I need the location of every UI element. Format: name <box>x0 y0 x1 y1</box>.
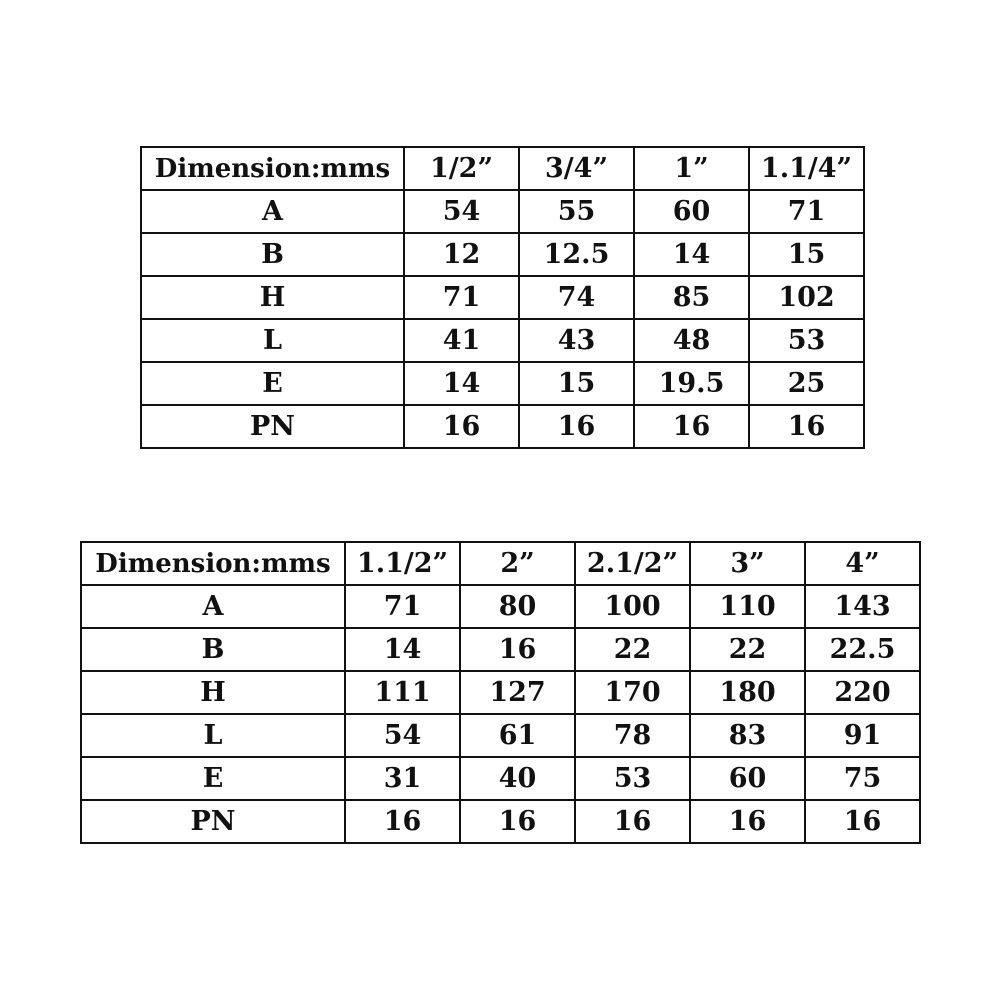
row-label: B <box>141 233 404 276</box>
row-label: A <box>141 190 404 233</box>
value-cell: 78 <box>575 714 690 757</box>
value-cell: 53 <box>749 319 864 362</box>
value-cell: 16 <box>805 800 920 843</box>
header-cell-size: 1.1/4” <box>749 147 864 190</box>
table-row <box>81 714 920 757</box>
value-cell: 43 <box>519 319 634 362</box>
value-cell: 102 <box>749 276 864 319</box>
value-cell: 31 <box>345 757 460 800</box>
header-cell-size: 2” <box>460 542 575 585</box>
value-cell: 220 <box>805 671 920 714</box>
header-cell-size: 1/2” <box>404 147 519 190</box>
row-label: PN <box>141 405 404 448</box>
header-cell-dimension: Dimension:mms <box>141 147 404 190</box>
row-label: E <box>81 757 345 800</box>
value-cell: 71 <box>345 585 460 628</box>
value-cell: 74 <box>519 276 634 319</box>
value-cell: 22 <box>575 628 690 671</box>
value-cell: 16 <box>519 405 634 448</box>
value-cell: 15 <box>519 362 634 405</box>
value-cell: 40 <box>460 757 575 800</box>
dimension-table-large-sizes <box>80 541 921 844</box>
value-cell: 16 <box>690 800 805 843</box>
table-row <box>81 757 920 800</box>
value-cell: 19.5 <box>634 362 749 405</box>
value-cell: 53 <box>575 757 690 800</box>
value-cell: 25 <box>749 362 864 405</box>
value-cell: 12.5 <box>519 233 634 276</box>
value-cell: 16 <box>575 800 690 843</box>
value-cell: 143 <box>805 585 920 628</box>
row-label: L <box>141 319 404 362</box>
row-label: H <box>141 276 404 319</box>
row-label: H <box>81 671 345 714</box>
table-row <box>141 276 864 319</box>
value-cell: 16 <box>634 405 749 448</box>
value-cell: 91 <box>805 714 920 757</box>
table-row <box>141 190 864 233</box>
dimension-table-small-sizes <box>140 146 865 449</box>
row-label: E <box>141 362 404 405</box>
table-row <box>141 405 864 448</box>
value-cell: 14 <box>345 628 460 671</box>
value-cell: 54 <box>345 714 460 757</box>
value-cell: 16 <box>404 405 519 448</box>
value-cell: 54 <box>404 190 519 233</box>
table-row <box>81 585 920 628</box>
value-cell: 41 <box>404 319 519 362</box>
value-cell: 80 <box>460 585 575 628</box>
header-cell-size: 4” <box>805 542 920 585</box>
value-cell: 71 <box>404 276 519 319</box>
table-row <box>141 233 864 276</box>
value-cell: 180 <box>690 671 805 714</box>
row-label: L <box>81 714 345 757</box>
value-cell: 127 <box>460 671 575 714</box>
header-cell-dimension: Dimension:mms <box>81 542 345 585</box>
value-cell: 16 <box>460 800 575 843</box>
value-cell: 75 <box>805 757 920 800</box>
value-cell: 14 <box>634 233 749 276</box>
table-row <box>81 628 920 671</box>
header-row <box>81 542 920 585</box>
header-cell-size: 1.1/2” <box>345 542 460 585</box>
value-cell: 16 <box>460 628 575 671</box>
value-cell: 12 <box>404 233 519 276</box>
value-cell: 85 <box>634 276 749 319</box>
value-cell: 15 <box>749 233 864 276</box>
value-cell: 22 <box>690 628 805 671</box>
header-cell-size: 1” <box>634 147 749 190</box>
header-row <box>141 147 864 190</box>
header-cell-size: 3” <box>690 542 805 585</box>
value-cell: 61 <box>460 714 575 757</box>
value-cell: 55 <box>519 190 634 233</box>
value-cell: 170 <box>575 671 690 714</box>
value-cell: 60 <box>690 757 805 800</box>
header-cell-size: 2.1/2” <box>575 542 690 585</box>
table-row <box>141 362 864 405</box>
value-cell: 16 <box>345 800 460 843</box>
value-cell: 71 <box>749 190 864 233</box>
row-label: A <box>81 585 345 628</box>
value-cell: 60 <box>634 190 749 233</box>
value-cell: 48 <box>634 319 749 362</box>
value-cell: 100 <box>575 585 690 628</box>
row-label: B <box>81 628 345 671</box>
value-cell: 111 <box>345 671 460 714</box>
header-cell-size: 3/4” <box>519 147 634 190</box>
value-cell: 16 <box>749 405 864 448</box>
value-cell: 14 <box>404 362 519 405</box>
value-cell: 110 <box>690 585 805 628</box>
value-cell: 83 <box>690 714 805 757</box>
value-cell: 22.5 <box>805 628 920 671</box>
row-label: PN <box>81 800 345 843</box>
table-row <box>81 800 920 843</box>
table-row <box>81 671 920 714</box>
table-row <box>141 319 864 362</box>
